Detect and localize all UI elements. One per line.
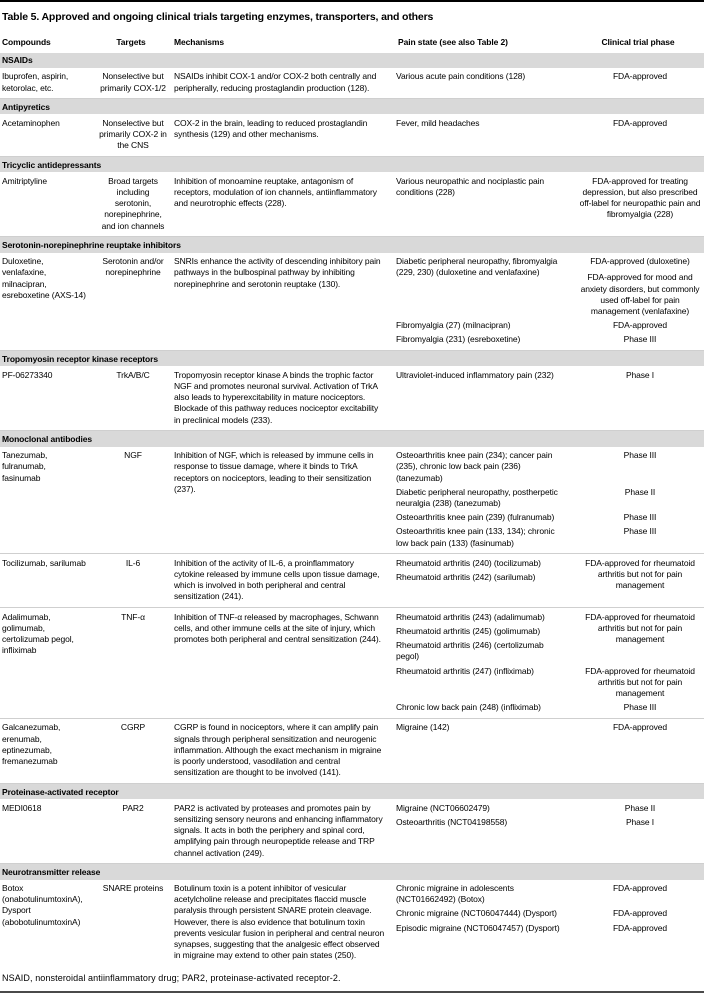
targets-cell: Nonselective but primarily COX-2 in the CNS xyxy=(99,117,167,151)
pain-state-cell xyxy=(396,334,576,345)
compounds-cell: Ibuprofen, aspirin, ketorolac, etc. xyxy=(2,71,69,93)
pain-phase-entry xyxy=(396,256,704,317)
pain-state-cell xyxy=(396,817,576,828)
phase-cell xyxy=(576,118,704,129)
compounds-cell: Tanezumab, fulranumab, fasinumab xyxy=(2,450,48,483)
section-header: Monoclonal antibodies xyxy=(0,431,704,446)
column-header-clinical-trial-phase: Clinical trial phase xyxy=(601,37,675,47)
trial-phase: Phase III xyxy=(623,526,657,537)
phase-cell xyxy=(576,526,704,548)
pain-phase-entry xyxy=(396,612,704,663)
pain-state-cell xyxy=(396,883,576,905)
trial-phase: FDA-approved for rheumatoid arthritis but not for pain management xyxy=(585,611,695,645)
table-row xyxy=(0,68,704,99)
column-header-targets: Targets xyxy=(116,37,146,47)
mechanisms-cell: Inhibition of the activity of IL-6, a proinflammatory cytokine released by immune cells upon tissue damage, which is involved in both peripheral and central sensitization (241). xyxy=(174,557,380,602)
mechanisms-cell: PAR2 is activated by proteases and promotes pain by sensitizing sensory neurons and enhancing inflammatory signals. It acts in both the periphery and spinal cord, amplifying pain through neuropeptide release and TRP channel activation (249). xyxy=(174,802,383,858)
pain-state: Osteoarthritis knee pain (239) (fulranumab) xyxy=(396,512,555,523)
pain-state: Fibromyalgia (231) (esreboxetine) xyxy=(396,334,521,345)
pain-state: Rheumatoid arthritis (247) (infliximab) xyxy=(396,665,534,676)
pain-state-cell xyxy=(396,612,576,663)
pain-phase-entry xyxy=(396,334,704,345)
pain-phase-entry xyxy=(396,666,704,700)
targets-cell: NGF xyxy=(124,450,142,461)
section-header: Antipyretics xyxy=(0,99,704,114)
pain-phase-entry xyxy=(396,512,704,523)
column-header-pain-state-see-also-table-2: Pain state (see also Table 2) xyxy=(398,37,508,47)
pain-state: Rheumatoid arthritis (242) (sarilumab) xyxy=(396,572,536,583)
pain-phase-entry xyxy=(396,487,704,509)
table-row xyxy=(0,447,704,555)
phase-cell xyxy=(576,612,704,663)
pain-phase-entries xyxy=(396,883,704,962)
targets-cell: IL-6 xyxy=(125,557,141,568)
phase-cell xyxy=(576,176,704,221)
trial-phase: FDA-approved for treating depression, but also prescribed off-label for neuropathic pain and fibromyalgia (228) xyxy=(579,175,701,220)
phase-cell xyxy=(576,450,704,484)
table-row xyxy=(0,554,704,608)
compounds-cell: MEDI0618 xyxy=(2,802,42,813)
targets-cell: TNF-α xyxy=(121,611,145,622)
mechanisms-cell: Tropomyosin receptor kinase A binds the trophic factor NGF and promotes neuronal survival. Activation of TrkA also leads to hyperexcitability in mature nociceptors. Blockade of this pathway reduces nociceptor excitability in preclinical models (233). xyxy=(174,369,379,425)
pain-state-cell xyxy=(396,450,576,484)
phase-cell xyxy=(576,487,704,509)
trial-phase: Phase III xyxy=(623,512,657,523)
phase-cell xyxy=(576,666,704,700)
trial-phase: FDA-approved xyxy=(612,722,668,733)
trial-phase: Phase III xyxy=(623,702,657,713)
pain-state: Fever, mild headaches xyxy=(396,117,480,128)
pain-phase-entries xyxy=(396,256,704,346)
trial-phase: FDA-approved (duloxetine) xyxy=(590,256,690,267)
pain-state-cell xyxy=(396,702,576,713)
pain-state: Migraine (142) xyxy=(396,722,450,733)
mechanisms-cell: Inhibition of TNF-α released by macrophages, Schwann cells, and other immune cells at the site of injury, which promotes both peripheral and central sensitization (244). xyxy=(174,611,381,645)
pain-state-cell xyxy=(396,923,576,934)
pain-phase-entry xyxy=(396,526,704,548)
pain-phase-entries xyxy=(396,450,704,549)
pain-phase-entries xyxy=(396,803,704,859)
trial-phase: Phase II xyxy=(624,802,656,813)
trial-phase: FDA-approved xyxy=(612,320,668,331)
compounds-cell: Adalimumab, golimumab, certolizumab pegol, infliximab xyxy=(2,611,74,656)
pain-phase-entry xyxy=(396,71,704,82)
pain-state-cell xyxy=(396,370,576,381)
table-row xyxy=(0,880,704,967)
trial-phase: FDA-approved for mood and anxiety disorders, but commonly used off-label for pain management (venlafaxine) xyxy=(580,272,700,316)
trial-phase: FDA-approved xyxy=(612,71,668,82)
pain-state: Various acute pain conditions (128) xyxy=(396,71,526,82)
column-header-mechanisms: Mechanisms xyxy=(174,37,225,47)
compounds-cell: Tocilizumab, sarilumab xyxy=(2,557,86,568)
trial-phase: Phase III xyxy=(623,450,657,461)
pain-state-cell xyxy=(396,526,576,548)
pain-state: Episodic migraine (NCT06047457) (Dysport) xyxy=(396,922,560,933)
phase-cell xyxy=(576,558,704,592)
targets-cell: Serotonin and/or norepinephrine xyxy=(102,256,164,278)
phase-cell xyxy=(576,370,704,381)
compounds-cell: Acetaminophen xyxy=(2,117,60,128)
pain-state-cell xyxy=(396,722,576,733)
pain-state: Osteoarthritis knee pain (234); cancer pain (235), chronic low back pain (236) (tanezumab) xyxy=(396,450,553,483)
phase-cell xyxy=(576,256,704,317)
trial-phase: FDA-approved xyxy=(612,908,668,919)
phase-cell xyxy=(576,803,704,814)
phase-cell xyxy=(576,702,704,713)
compounds-cell: Galcanezumab, erenumab, eptinezumab, fremanezumab xyxy=(2,722,61,767)
pain-state: Osteoarthritis (NCT04198558) xyxy=(396,816,508,827)
pain-phase-entry xyxy=(396,450,704,484)
pain-state-cell xyxy=(396,803,576,814)
targets-cell: SNARE proteins xyxy=(102,883,164,893)
pain-phase-entry xyxy=(396,176,704,221)
pain-phase-entry xyxy=(396,320,704,331)
trial-phase: FDA-approved for rheumatoid arthritis but not for pain management xyxy=(585,557,695,591)
table-row xyxy=(0,366,704,431)
pain-state: Migraine (NCT06602479) xyxy=(396,802,490,813)
compounds-cell: Amitriptyline xyxy=(2,175,47,186)
pain-state-cell xyxy=(396,666,576,700)
pain-state: Diabetic peripheral neuropathy, fibromyalgia (229, 230) (duloxetine and venlafaxine) xyxy=(396,256,558,278)
mechanisms-cell: NSAIDs inhibit COX-1 and/or COX-2 both centrally and peripherally, reducing prostaglandin production (128). xyxy=(174,71,377,93)
table-row xyxy=(0,172,704,237)
pain-phase-entry xyxy=(396,883,704,905)
mechanisms-cell: Inhibition of monoamine reuptake, antagonism of receptors, modulation of ion channels, antiinflammatory and neurotrophic effects (228). xyxy=(174,175,377,209)
phase-cell xyxy=(576,512,704,523)
mechanisms-cell: Inhibition of NGF, which is released by immune cells in response to tissue damage, where it binds to TrkA receptors on nociceptors, leading to their sensitization (237). xyxy=(174,450,374,494)
phase-cell xyxy=(576,923,704,934)
pain-phase-entry xyxy=(396,803,704,814)
table-row xyxy=(0,608,704,719)
pain-state-cell xyxy=(396,118,576,129)
phase-cell xyxy=(576,722,704,733)
trial-phase: FDA-approved xyxy=(612,117,668,128)
pain-state: Rheumatoid arthritis (245) (golimumab) xyxy=(396,625,541,636)
mechanisms-cell: CGRP is found in nociceptors, where it can amplify pain signals through peripheral sensitization and neurogenic inflammation. Although the exact mechanism in migraine is poorly understood, vasodilation and central sensitization are thought to be involved (141). xyxy=(174,722,382,778)
compounds-cell: Duloxetine, venlafaxine, milnacipran, esreboxetine (AXS-14) xyxy=(2,256,86,300)
pain-state-cell xyxy=(396,512,576,523)
pain-phase-entry xyxy=(396,370,704,381)
phase-cell xyxy=(576,883,704,905)
trial-phase: FDA-approved for rheumatoid arthritis but not for pain management xyxy=(585,665,695,698)
section-header: Serotonin-norepinephrine reuptake inhibitors xyxy=(0,237,704,252)
section-header: Tricyclic antidepressants xyxy=(0,157,704,172)
pain-phase-entries xyxy=(396,370,704,426)
pain-state: Chronic migraine (NCT06047444) (Dysport) xyxy=(396,908,557,919)
pain-state: Fibromyalgia (27) (milnacipran) xyxy=(396,320,511,331)
compounds-cell: PF-06273340 xyxy=(2,369,53,380)
pain-state: Chronic migraine in adolescents (NCT01662492) (Botox) xyxy=(396,883,514,905)
pain-state-cell xyxy=(396,256,576,317)
table-body xyxy=(0,53,704,966)
targets-cell: Broad targets including serotonin, norepinephrine, and ion channels xyxy=(101,175,165,231)
pain-state: Osteoarthritis knee pain (133, 134); chronic low back pain (133) (fasinumab) xyxy=(396,526,555,548)
pain-phase-entry xyxy=(396,118,704,129)
pain-state-cell xyxy=(396,71,576,82)
phase-cell xyxy=(576,908,704,919)
trial-phase: Phase I xyxy=(625,369,655,380)
header-row xyxy=(0,37,704,48)
mechanisms-cell: COX-2 in the brain, leading to reduced prostaglandin synthesis (129) and other mechanisms. xyxy=(174,117,368,140)
pain-phase-entries xyxy=(396,558,704,603)
targets-cell: TrkA/B/C xyxy=(116,369,150,380)
trial-phase: FDA-approved xyxy=(612,883,668,893)
pain-phase-entry xyxy=(396,558,704,592)
table-row xyxy=(0,799,704,864)
table-footnote: NSAID, nonsteroidal antiinflammatory drug; PAR2, proteinase-activated receptor-2. xyxy=(2,973,341,984)
pain-state: Rheumatoid arthritis (243) (adalimumab) xyxy=(396,611,545,622)
pain-phase-entry xyxy=(396,722,704,733)
pain-phase-entry xyxy=(396,817,704,828)
mechanisms-cell: SNRIs enhance the activity of descending inhibitory pain pathways in the bulbospinal pathway by inhibiting norepinephrine and serotonin reuptake (130). xyxy=(174,256,381,289)
pain-state: Rheumatoid arthritis (246) (certolizumab pegol) xyxy=(396,640,544,662)
pain-phase-entries xyxy=(396,612,704,714)
table-row xyxy=(0,253,704,352)
pain-state-cell xyxy=(396,487,576,509)
table-title: Table 5. Approved and ongoing clinical trials targeting enzymes, transporters, and others xyxy=(2,11,434,23)
section-header: Proteinase-activated receptor xyxy=(0,784,704,799)
compounds-cell: Botox (onabotulinumtoxinA), Dysport (abobotulinumtoxinA) xyxy=(2,883,83,927)
section-header: Tropomyosin receptor kinase receptors xyxy=(0,351,704,366)
phase-cell xyxy=(576,817,704,828)
pain-state: Ultraviolet-induced inflammatory pain (232) xyxy=(396,369,554,380)
targets-cell: Nonselective but primarily COX-1/2 xyxy=(100,71,166,93)
pain-phase-entries xyxy=(396,118,704,152)
pain-phase-entries xyxy=(396,71,704,93)
mechanisms-cell: Botulinum toxin is a potent inhibitor of vesicular acetylcholine release and precipitates flaccid muscle paralysis through persistent SNARE protein cleavage. However, there is also evidence that botulinum toxin prevents vesicular fusion in peripheral and central neuron synapses, suggesting that the analgesic effect observed in migraine may extend to other pain states (250). xyxy=(174,883,385,961)
column-header-compounds: Compounds xyxy=(2,37,51,47)
pain-state-cell xyxy=(396,320,576,331)
trial-phase: Phase III xyxy=(623,334,657,345)
section-header: Neurotransmitter release xyxy=(0,864,704,879)
pain-phase-entry xyxy=(396,923,704,934)
pain-state: Diabetic peripheral neuropathy, postherpetic neuralgia (238) (tanezumab) xyxy=(396,486,558,508)
targets-cell: PAR2 xyxy=(122,802,144,813)
phase-cell xyxy=(576,71,704,82)
targets-cell: CGRP xyxy=(120,722,146,733)
trial-phase: Phase II xyxy=(624,486,656,497)
pain-state-cell xyxy=(396,908,576,919)
section-header: NSAIDs xyxy=(0,53,704,68)
pain-state: Chronic low back pain (248) (infliximab) xyxy=(396,702,541,713)
pain-state: Rheumatoid arthritis (240) (tocilizumab) xyxy=(396,557,541,568)
pain-phase-entry xyxy=(396,702,704,713)
pain-state-cell xyxy=(396,176,576,221)
pain-phase-entries xyxy=(396,722,704,778)
table-row xyxy=(0,719,704,784)
table-row xyxy=(0,114,704,157)
pain-state: Various neuropathic and nociplastic pain conditions (228) xyxy=(396,175,544,197)
trial-phase: FDA-approved xyxy=(612,922,668,933)
pain-phase-entries xyxy=(396,176,704,232)
phase-cell xyxy=(576,334,704,345)
phase-cell xyxy=(576,320,704,331)
trial-phase: Phase I xyxy=(625,816,655,827)
pain-phase-entry xyxy=(396,908,704,919)
pain-state-cell xyxy=(396,558,576,592)
